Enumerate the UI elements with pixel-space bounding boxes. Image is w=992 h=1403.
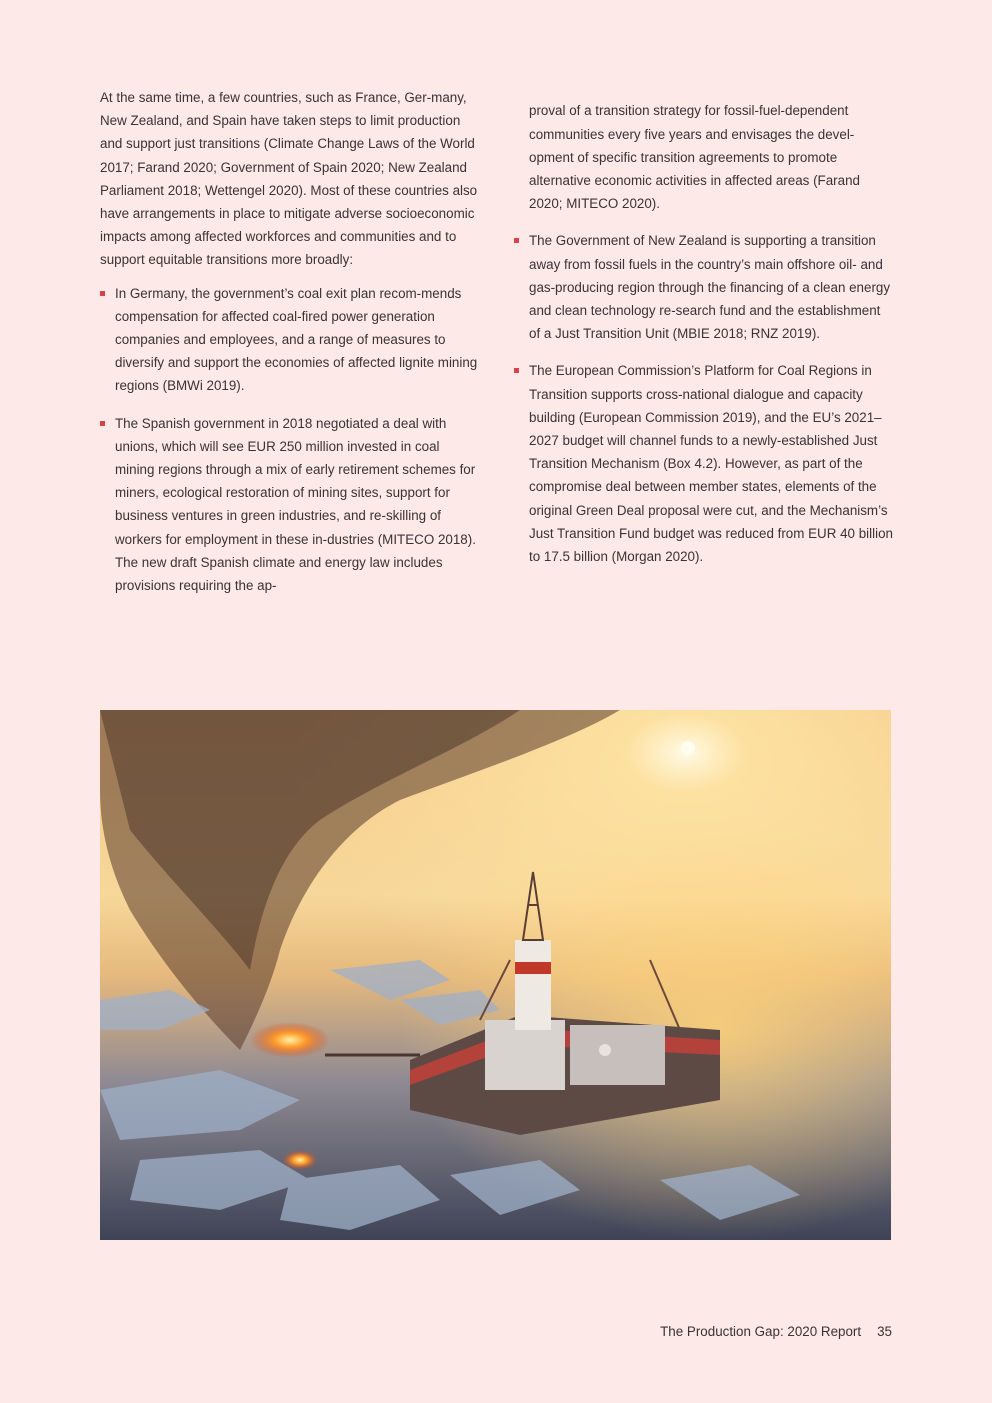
left-column [100,86,478,611]
report-title: The Production Gap: 2020 Report [660,1324,862,1339]
bullet-european-commission [514,359,894,568]
bullet-square-icon [100,421,105,426]
page-footer [660,1324,892,1339]
right-bullet-list [514,229,894,568]
left-bullet-list [100,282,478,598]
bullet-text: The Spanish government in 2018 negotiated a deal with unions, which will see EUR 250 million invested in coal mining regions through a mix of early retirement schemes for miners, ecological restoration of mining sites, support for business ventures in green industries, and re-skilling of workers for employment in these in-dustries (MITECO 2018). The new draft Spanish climate and energy law includes provisions requiring the ap- [115,415,476,594]
oil-rig-photo [100,710,891,1240]
bullet-text: In Germany, the government’s coal exit plan recom-mends compensation for affected coal-fired power generation companies and employees, and a range of measures to diversify and support the economies of affected lignite mining regions (BMWi 2019). [115,285,478,394]
bullet-square-icon [514,238,519,243]
bullet-text: The European Commission’s Platform for Coal Regions in Transition supports cross-national dialogue and capacity building (European Commission 2019), and the EU’s 2021–2027 budget will channel funds to a newly-established Just Transition Mechanism (Box 4.2). However, as part of the compromise deal between member states, elements of the original Green Deal proposal were cut, and the Mechanism’s Just Transition Fund budget was reduced from EUR 40 billion to 17.5 billion (Morgan 2020). [529,363,893,565]
bullet-new-zealand [514,229,894,345]
intro-paragraph: At the same time, a few countries, such as France, Ger-many, New Zealand, and Spain have taken steps to limit production and support just transitions (Climate Change Laws of the World 2017; Farand 2020; Government of Spain 2020; New Zealand Parliament 2018; Wettengel 2020). Most of these countries also have arrangements in place to mitigate adverse socioeconomic impacts among affected workforces and communities and to support equitable transitions more broadly: [100,90,478,268]
bullet-square-icon [514,368,519,373]
continuation-paragraph: proval of a transition strategy for fossil-fuel-dependent communities every five years and envisages the devel-opment of specific transition agreements to promote alternative economic activities in affected areas (Farand 2020; MITECO 2020). [529,103,860,212]
right-column [514,86,894,582]
page-number: 35 [877,1324,892,1339]
bullet-text: The Government of New Zealand is supporting a transition away from fossil fuels in the country’s main offshore oil- and gas-producing region through the financing of a clean energy and clean technology re-search fund and the establishment of a Just Transition Unit (MBIE 2018; RNZ 2019). [529,233,891,342]
bullet-germany [100,282,478,398]
bullet-spain [100,412,478,598]
bullet-square-icon [100,291,105,296]
